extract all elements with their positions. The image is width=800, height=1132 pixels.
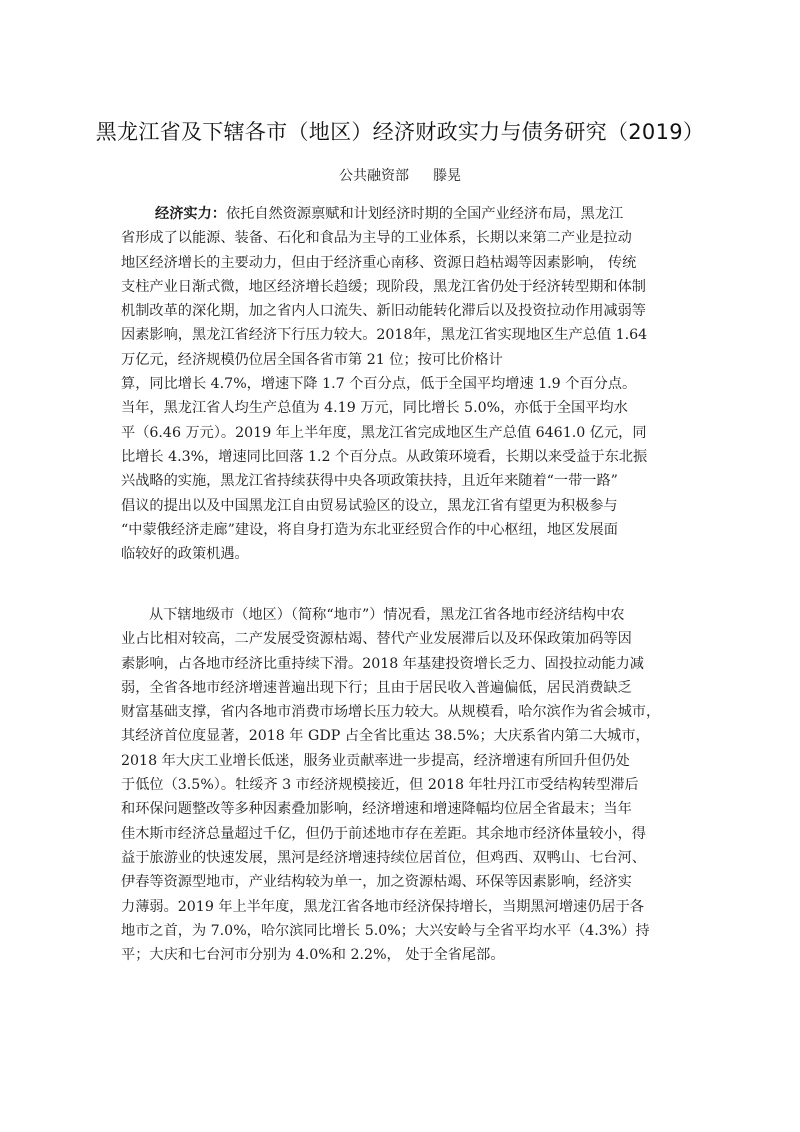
author-name: 滕晃 [433, 168, 461, 184]
paragraph-line: 因素影响，黑龙江省经济下行压力较大。2018年，黑龙江省实现地区生产总值 1.64 [121, 327, 648, 344]
paragraph-line: 地区经济增长的主要动力，但由于经济重心南移、资源日趋枯竭等因素影响， 传统 [121, 254, 637, 271]
paragraph-economic-strength [121, 202, 691, 566]
paragraph-line: “中蒙俄经济走廊”建设，将自身打造为东北亚经贸合作的中心枢纽，地区发展面 [121, 521, 618, 538]
paragraph-line: 佳木斯市经济总量超过千亿，但仍于前述地市存在差距。其余地市经济体量较小，得 [121, 825, 646, 842]
paragraph-line: 素影响，占各地市经济比重持续下滑。2018 年基建投资增长乏力、固投拉动能力减 [121, 655, 644, 672]
paragraph-line: 地市之首，为 7.0%，哈尔滨同比增长 5.0%；大兴安岭与全省平均水平（4.3%）持 [121, 922, 650, 939]
paragraph-line: 万亿元，经济规模仍位居全国各省市第 21 位；按可比价格计 [121, 351, 503, 368]
paragraph-line: 和环保问题整改等多种因素叠加影响，经济增速和增速降幅均位居全省最末；当年 [121, 801, 632, 818]
paragraph-line: 力薄弱。2019 年上半年度，黑龙江省各地市经济保持增长，当期黑河增速仍居于各 [121, 898, 644, 915]
paragraph-line: 财富基础支撑，省内各地市消费市场增长压力较大。从规模看，哈尔滨作为省会城市， [121, 704, 661, 721]
paragraph-lead: 经济实力： [155, 206, 226, 222]
paragraph-line: 算，同比增长 4.7%，增速下降 1.7 个百分点，低于全国平均增速 1.9 个百分点。 [121, 376, 637, 393]
paragraph-line: 从下辖地级市（地区）（简称“地市”）情况看，黑龙江省各地市经济结构中农 [149, 607, 625, 623]
paragraph-line: 临较好的政策机遇。 [121, 546, 249, 563]
paragraph-line: 益于旅游业的快速发展，黑河是经济增速持续位居首位，但鸡西、双鸭山、七台河、 [121, 849, 646, 866]
paragraph-city-overview [121, 603, 691, 967]
paragraph-line: 兴战略的实施，黑龙江省持续获得中央各项政策扶持，且近年来随着“一带一路” [121, 473, 618, 490]
paragraph-line: 省形成了以能源、装备、石化和食品为主导的工业体系，长期以来第二产业是拉动 [121, 230, 632, 247]
paragraph-line: 比增长 4.3%，增速同比回落 1.2 个百分点。从政策环境看，长期以来受益于东北振 [121, 448, 648, 465]
paragraph-line: 平（6.46 万元）。2019 年上半年度，黑龙江省完成地区生产总值 6461.0 亿元，同 [121, 424, 647, 441]
paragraph-line: 其经济首位度显著，2018 年 GDP 占全省比重达 38.5%；大庆系省内第二大城市， [121, 728, 650, 745]
department: 公共融资部 [339, 168, 409, 184]
author-line [0, 165, 800, 185]
paragraph-line: 机制改革的深化期，加之省内人口流失、新旧动能转化滞后以及投资拉动作用减弱等 [121, 303, 646, 320]
paragraph-line: 倡议的提出以及中国黑龙江自由贸易试验区的设立，黑龙江省有望更为积极参与 [121, 497, 618, 514]
paragraph-line: 伊春等资源型地市，产业结构较为单一，加之资源枯竭、环保等因素影响，经济实 [121, 874, 632, 891]
paragraph-line: 当年，黑龙江省人均生产总值为 4.19 万元，同比增长 5.0%，亦低于全国平均水 [121, 400, 628, 417]
paragraph-line: 支柱产业日渐式微，地区经济增长趋缓；现阶段，黑龙江省仍处于经济转型期和体制 [121, 278, 646, 295]
page-title: 黑龙江省及下辖各市（地区）经济财政实力与债务研究（2019） [95, 120, 705, 144]
paragraph-line: 平；大庆和七台河市分别为 4.0%和 2.2%， 处于全省尾部。 [121, 947, 505, 964]
paragraph-line: 2018 年大庆工业增长低迷，服务业贡献率进一步提高，经济增速有所回升但仍处 [121, 752, 630, 769]
paragraph-line: 弱，全省各地市经济增速普遍出现下行；且由于居民收入普遍偏低，居民消费缺乏 [121, 679, 632, 696]
paragraph-line: 依托自然资源禀赋和计划经济时期的全国产业经济布局，黑龙江 [225, 206, 624, 222]
paragraph-line: 业占比相对较高，二产发展受资源枯竭、替代产业发展滞后以及环保政策加码等因 [121, 631, 632, 648]
paragraph-line: 于低位（3.5%）。牡绥齐 3 市经济规模接近，但 2018 年牡丹江市受结构转型滞后 [121, 777, 639, 794]
